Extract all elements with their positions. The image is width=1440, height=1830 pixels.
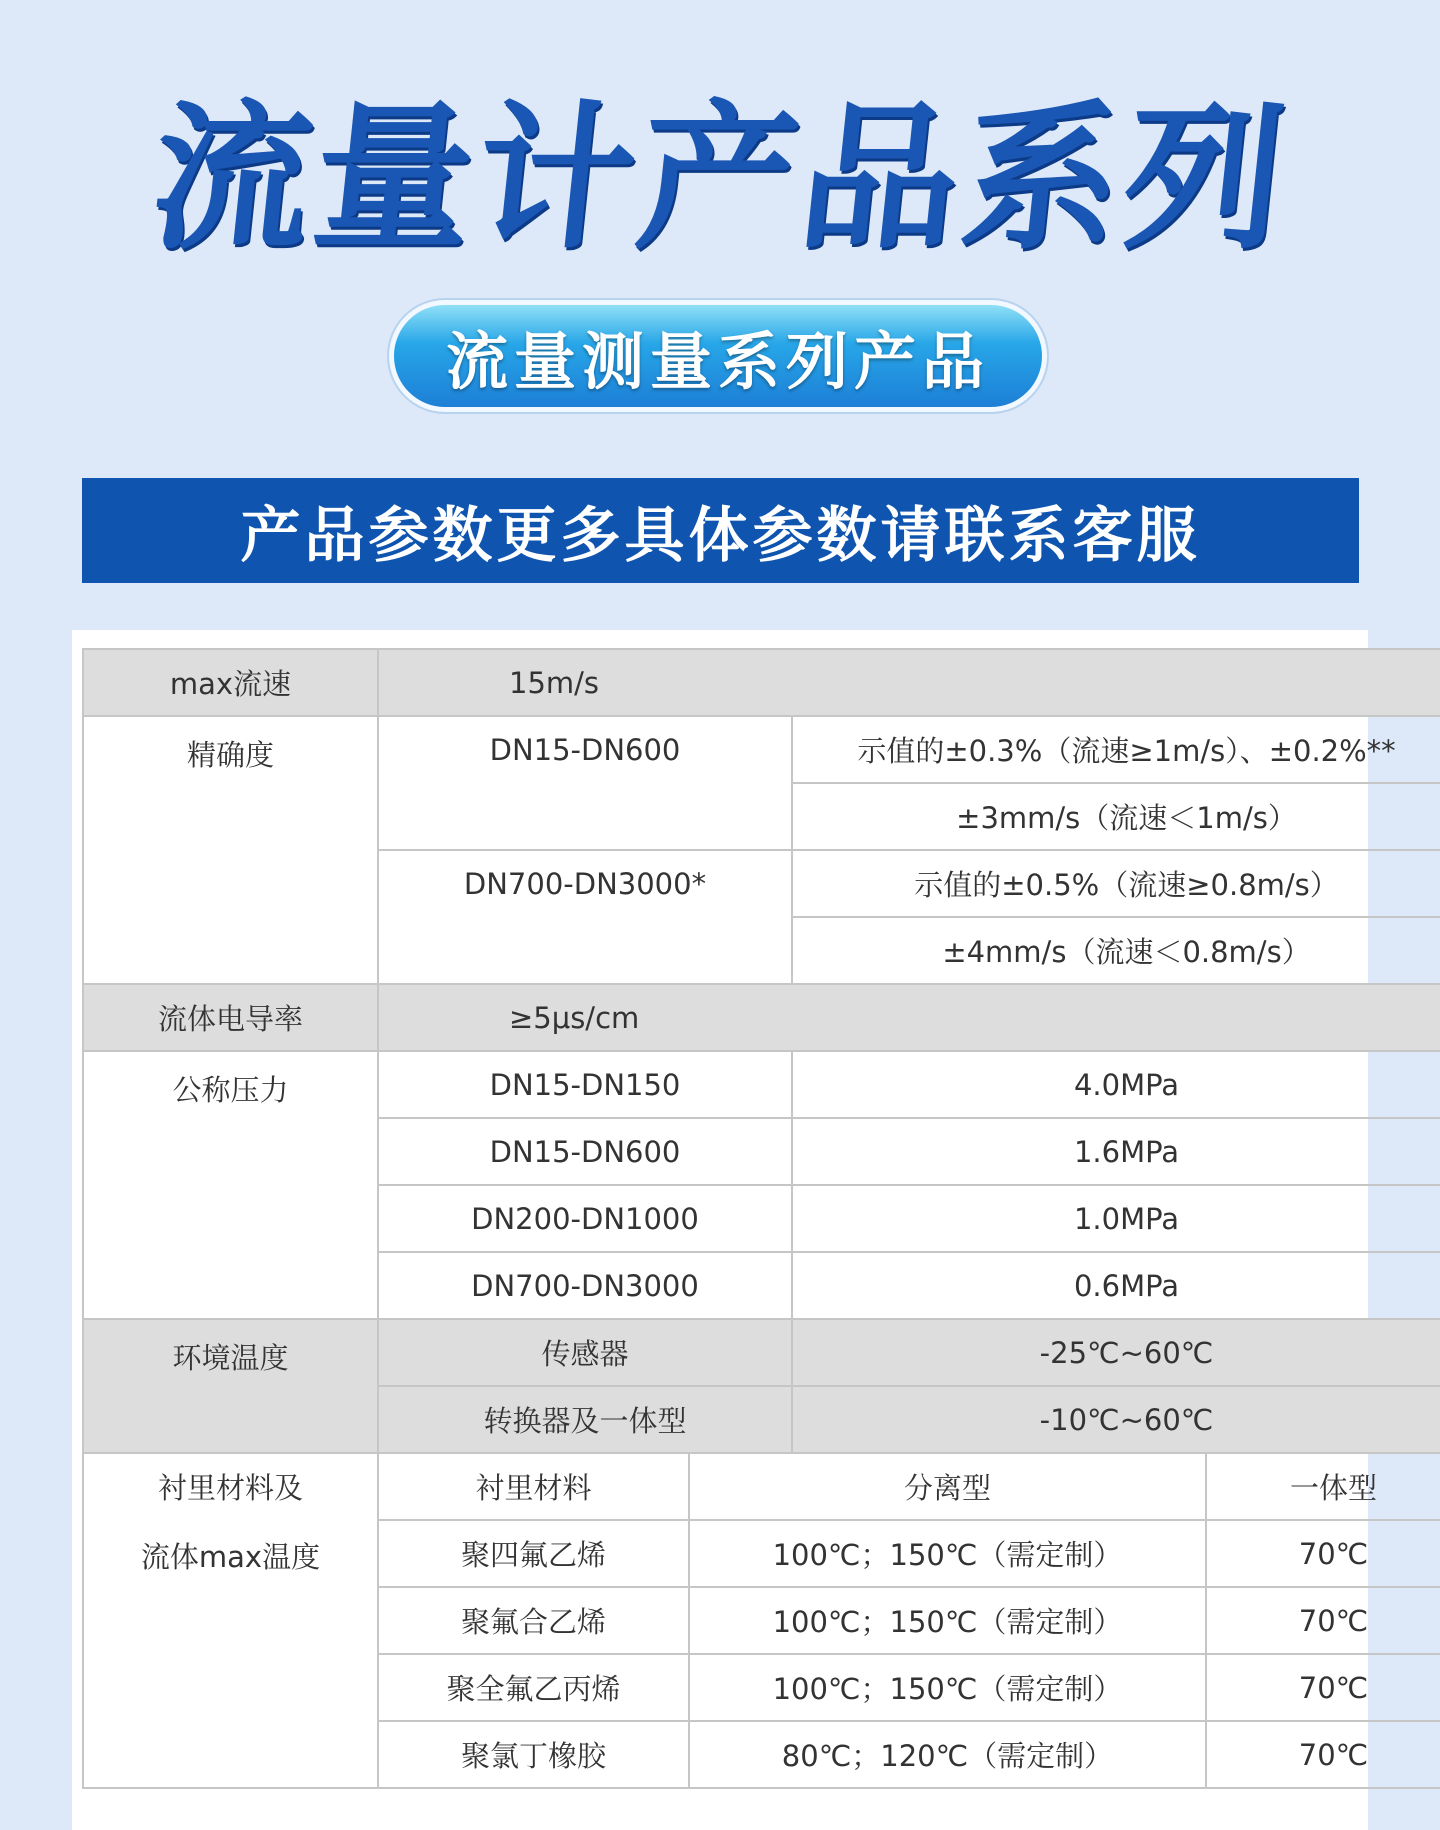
pressure-range: DN700-DN3000 <box>378 1252 792 1319</box>
page-title: 流量计产品系列 <box>143 87 1297 271</box>
accuracy-range: DN700-DN3000* <box>378 850 792 984</box>
ambient-label: 环境温度 <box>83 1319 378 1453</box>
accuracy-value: 示值的±0.5%（流速≥0.8m/s） <box>792 850 1440 917</box>
lining-separate: 100℃；150℃（需定制） <box>689 1587 1206 1654</box>
pressure-range: DN15-DN600 <box>378 1118 792 1185</box>
ambient-item: 传感器 <box>378 1319 792 1386</box>
table-row <box>83 649 1440 716</box>
ambient-item: 转换器及一体型 <box>378 1386 792 1453</box>
series-pill-label: 流量测量系列产品 <box>445 324 990 398</box>
table-row <box>83 984 1440 1051</box>
lining-integral: 70℃ <box>1206 1721 1440 1788</box>
accuracy-label: 精确度 <box>83 716 378 984</box>
pressure-range: DN200-DN1000 <box>378 1185 792 1252</box>
table-row <box>83 716 1440 783</box>
lining-separate: 100℃；150℃（需定制） <box>689 1654 1206 1721</box>
table-row <box>83 1319 1440 1386</box>
lining-label <box>83 1453 378 1788</box>
accuracy-range: DN15-DN600 <box>378 716 792 850</box>
lining-label-line1: 衬里材料及 <box>157 1471 303 1505</box>
lining-material: 聚氟合乙烯 <box>378 1587 689 1654</box>
pressure-value: 1.0MPa <box>792 1185 1440 1252</box>
ambient-value: -10℃~60℃ <box>792 1386 1440 1453</box>
pressure-value: 0.6MPa <box>792 1252 1440 1319</box>
max-speed-label: max流速 <box>83 649 378 716</box>
lining-integral: 70℃ <box>1206 1654 1440 1721</box>
lining-separate: 80℃；120℃（需定制） <box>689 1721 1206 1788</box>
max-speed-value: 15m/s <box>378 649 1440 716</box>
accuracy-value: ±4mm/s（流速＜0.8m/s） <box>792 917 1440 984</box>
pressure-value: 4.0MPa <box>792 1051 1440 1118</box>
conductivity-value: ≥5μs/cm <box>378 984 1440 1051</box>
ambient-value: -25℃~60℃ <box>792 1319 1440 1386</box>
conductivity-label: 流体电导率 <box>83 984 378 1051</box>
table-row <box>83 1051 1440 1118</box>
lining-header: 衬里材料 <box>378 1453 689 1520</box>
pressure-label: 公称压力 <box>83 1051 378 1319</box>
accuracy-value: 示值的±0.3%（流速≥1m/s）、±0.2%** <box>792 716 1440 783</box>
lining-material: 聚氯丁橡胶 <box>378 1721 689 1788</box>
lining-integral: 70℃ <box>1206 1587 1440 1654</box>
lining-label-line2: 流体max温度 <box>140 1540 321 1574</box>
table-row <box>83 1453 1440 1520</box>
pressure-range: DN15-DN150 <box>378 1051 792 1118</box>
pressure-value: 1.6MPa <box>792 1118 1440 1185</box>
lining-integral: 70℃ <box>1206 1520 1440 1587</box>
lining-header: 分离型 <box>689 1453 1206 1520</box>
accuracy-value: ±3mm/s（流速＜1m/s） <box>792 783 1440 850</box>
lining-separate: 100℃；150℃（需定制） <box>689 1520 1206 1587</box>
lining-material: 聚四氟乙烯 <box>378 1520 689 1587</box>
contact-banner <box>82 478 1359 583</box>
series-pill-badge <box>394 305 1042 407</box>
contact-banner-text: 产品参数更多具体参数请联系客服 <box>240 500 1201 571</box>
spec-table <box>82 648 1440 1789</box>
lining-material: 聚全氟乙丙烯 <box>378 1654 689 1721</box>
lining-header: 一体型 <box>1206 1453 1440 1520</box>
